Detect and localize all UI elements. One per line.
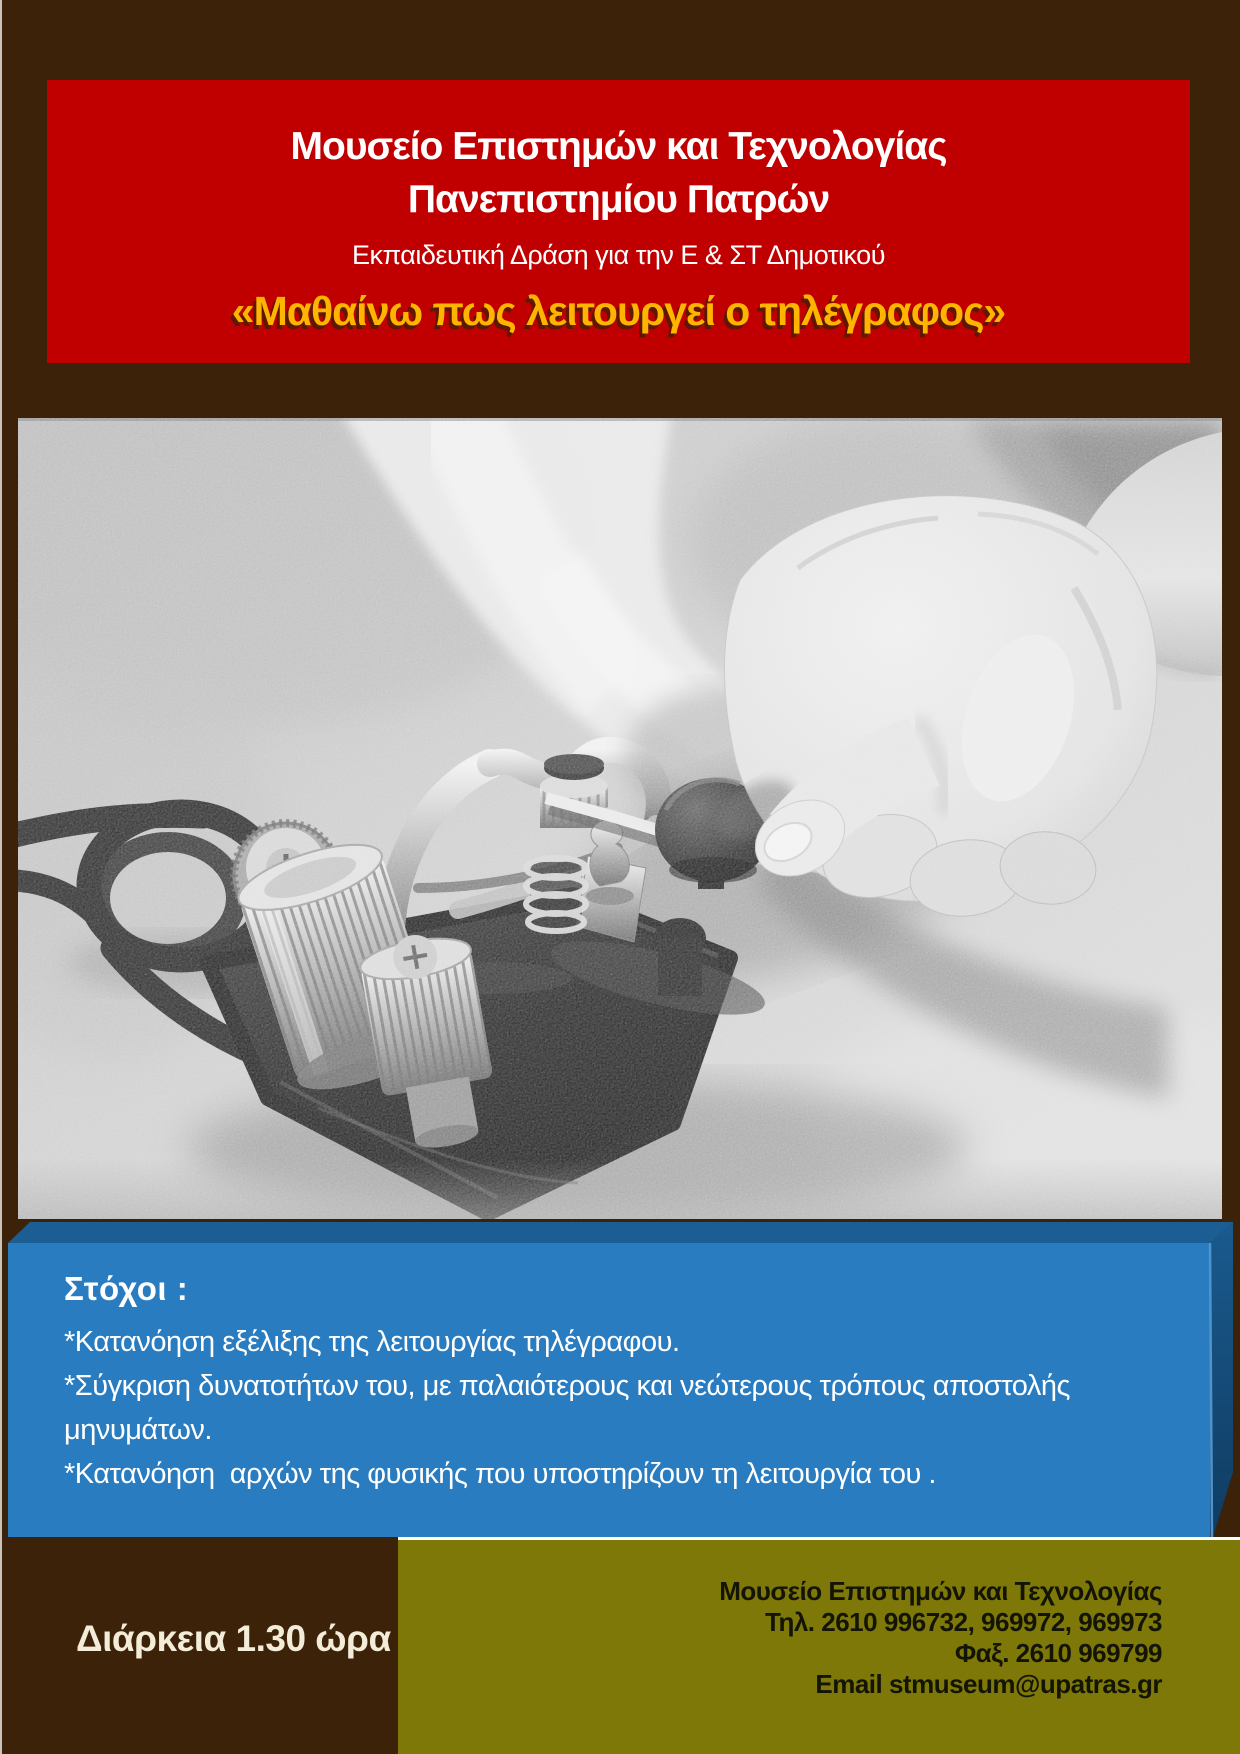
contact-fax: Φαξ. 2610 969799 (954, 1638, 1162, 1668)
goal-item: *Κατανόηση αρχών της φυσικής που υποστηρίζουν τη λειτουργία του . (64, 1458, 936, 1490)
museum-title-line1: Μουσείο Επιστημών και Τεχνολογίας (290, 125, 947, 168)
contact-email: Email stmuseum@upatras.gr (815, 1669, 1162, 1699)
goal-item: *Σύγκριση δυνατοτήτων του, με παλαιότερους και νεώτερους τρόπους αποστολής μηνυμάτων. (64, 1370, 1078, 1446)
contact-block (719, 1576, 1162, 1700)
box-right-face (1210, 1222, 1233, 1537)
duration-label: Διάρκεια 1.30 ώρα (76, 1618, 391, 1659)
museum-title-line2: Πανεπιστημίου Πατρών (407, 178, 830, 221)
header-banner (47, 80, 1190, 363)
goals-box (0, 1222, 1240, 1537)
telegraph-photo-illustration (18, 418, 1222, 1219)
goals-text (64, 1270, 1140, 1496)
contact-phone: Τηλ. 2610 996732, 969972, 969973 (765, 1607, 1162, 1637)
goal-item: *Κατανόηση εξέλιξης της λειτουργίας τηλέγραφου. (64, 1326, 680, 1358)
box-top-face (8, 1222, 1233, 1243)
audience-subtitle: Εκπαιδευτική Δράση για την Ε & ΣΤ Δημοτικού (352, 240, 885, 270)
film-grain (18, 418, 1222, 1219)
goals-heading: Στόχοι : (64, 1270, 189, 1307)
telegraph-key-photo (18, 418, 1222, 1219)
contact-name: Μουσείο Επιστημών και Τεχνολογίας (719, 1576, 1162, 1606)
activity-title: «Μαθαίνω πως λειτουργεί ο τηλέγραφος» (231, 288, 1006, 334)
